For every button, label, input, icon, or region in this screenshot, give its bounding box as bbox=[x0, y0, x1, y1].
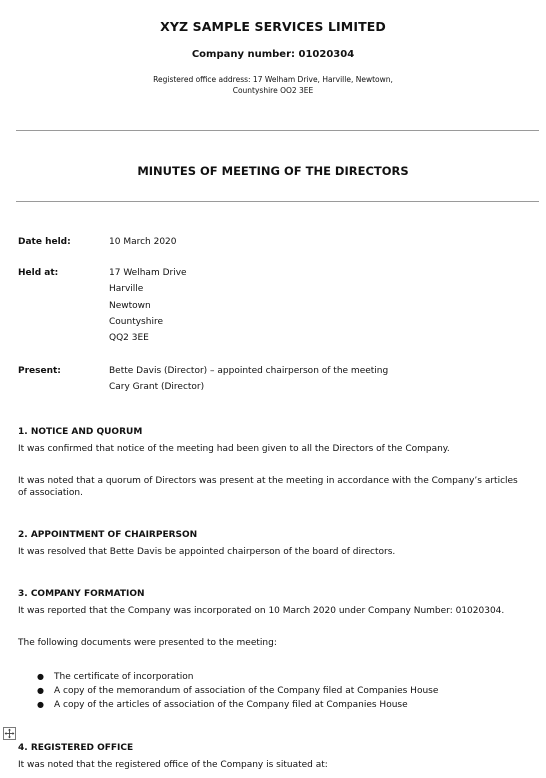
list-item bbox=[37, 670, 438, 684]
registered-office-address bbox=[0, 74, 546, 96]
section-heading-company-formation: 3. COMPANY FORMATION bbox=[18, 589, 145, 599]
section-heading-registered-office: 4. REGISTERED OFFICE bbox=[18, 743, 134, 753]
address-line-2: Countyshire OO2 3EE bbox=[232, 86, 314, 95]
held-at-line: Harville bbox=[109, 284, 144, 295]
list-item-text: A copy of the memorandum of association of the Company filed at Companies House bbox=[54, 686, 439, 696]
move-arrows-glyph bbox=[4, 728, 15, 739]
present-line: Bette Davis (Director) – appointed chairperson of the meeting bbox=[109, 366, 389, 376]
held-at-line: QQ2 3EE bbox=[109, 333, 149, 344]
list-item-text: A copy of the articles of association of the Company filed at Companies House bbox=[54, 700, 408, 710]
date-held-value: 10 March 2020 bbox=[109, 237, 177, 247]
paragraph: It was resolved that Bette Davis be appointed chairperson of the board of directors. bbox=[18, 547, 396, 557]
held-at-line: 17 Welham Drive bbox=[109, 268, 187, 278]
address-line-1: Registered office address: 17 Welham Drive, Harville, Newtown, bbox=[153, 75, 393, 84]
present-label: Present: bbox=[18, 366, 61, 376]
paragraph: It was noted that a quorum of Directors was present at the meeting in accordance with the Company’s articles of association. bbox=[18, 476, 518, 498]
list-item bbox=[37, 684, 438, 698]
date-held-label: Date held: bbox=[18, 237, 71, 247]
bullet-icon: ● bbox=[37, 672, 44, 681]
held-at-label: Held at: bbox=[18, 268, 59, 278]
paragraph: It was confirmed that notice of the meeting had been given to all the Directors of the Company. bbox=[18, 444, 450, 454]
bullet-icon: ● bbox=[37, 686, 44, 695]
present-line: Cary Grant (Director) bbox=[109, 382, 205, 393]
list-item-text: The certificate of incorporation bbox=[54, 672, 194, 682]
present-list bbox=[109, 363, 388, 396]
section-heading-notice-quorum: 1. NOTICE AND QUORUM bbox=[18, 427, 143, 437]
document-list bbox=[37, 670, 438, 712]
company-name: XYZ SAMPLE SERVICES LIMITED bbox=[160, 19, 386, 34]
list-item bbox=[37, 698, 438, 712]
bullet-icon: ● bbox=[37, 700, 44, 709]
paragraph: The following documents were presented to the meeting: bbox=[18, 638, 277, 648]
held-at-address bbox=[109, 265, 187, 346]
paragraph: It was reported that the Company was incorporated on 10 March 2020 under Company Number: 01020304. bbox=[18, 606, 505, 616]
held-at-line: Countyshire bbox=[109, 316, 163, 327]
divider-bottom bbox=[16, 201, 539, 202]
held-at-line: Newtown bbox=[109, 300, 151, 311]
meeting-title: MINUTES OF MEETING OF THE DIRECTORS bbox=[137, 164, 409, 178]
move-arrows-icon[interactable] bbox=[3, 727, 16, 740]
divider-top bbox=[16, 130, 539, 131]
paragraph: It was noted that the registered office of the Company is situated at: bbox=[18, 760, 328, 770]
section-heading-chairperson: 2. APPOINTMENT OF CHAIRPERSON bbox=[18, 530, 198, 540]
company-number: Company number: 01020304 bbox=[191, 49, 355, 60]
